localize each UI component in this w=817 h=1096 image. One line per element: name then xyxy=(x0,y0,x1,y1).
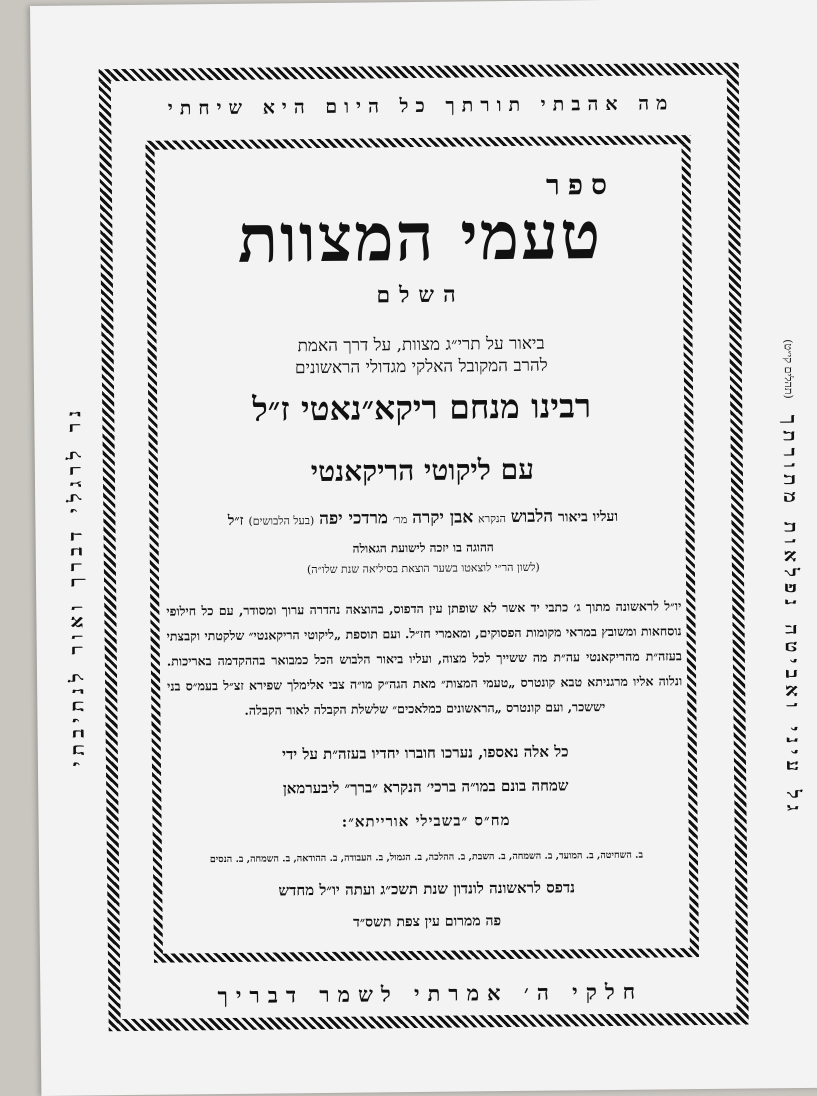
commentary-part-h: ז״ל xyxy=(227,512,244,529)
sefer-label: ספר xyxy=(545,167,616,202)
title-page xyxy=(30,0,817,1096)
book-description xyxy=(163,331,678,380)
right-side-verse-source: (תהלים קי״ט) xyxy=(782,339,796,399)
top-verse: מה אהבתי תורתך כל היום היא שיחתי xyxy=(167,91,675,120)
commentary-part-g: (בעל הלבושים) xyxy=(248,514,315,528)
description-paragraph: יו״ל לראשונה מתוך ג׳ כתבי יד אשר לא שופתן עין הדפוס, בהוצאה נהדרה ערוך ומסודר, עם כל חילופי נוסחאות ומשובץ במראי מקומות הפסוקים, ומאמרי חז״ל. ועם תוספת „ליקוטי הריקאנטי״ שלקטתי וקבצתי בעזה״ת מהריקאנטי עה״ת מה ששייך לכל מצוה, ועליו ביאור הלבוש הכל כמבואר בההקדמה באריכות. ונלוה אליו מרגניתא טבא קונטרס „טעמי המצות״ מאת הגה״ק מו״ה צבי אלימלך שפירא זצ״ל בעמ״ס בני יששכר, ועם קונטרס „הראשונים כמלאכים״ שלשלת הקבלה לאור הקבלה. xyxy=(166,598,683,718)
book-title: טעמי המצוות xyxy=(237,196,603,278)
commentary-part-e: מר׳ xyxy=(392,513,408,527)
right-side-verse-text: גל עיני ואביטה נפלאות מתורתך xyxy=(778,414,806,818)
collected-line: כל אלה נאספו, נערכו חוברו יחדיו בעזה״ת על ידי xyxy=(282,742,569,764)
gates-list: ב. השחיטה, ב. המועד, ב. השמחה, ב. השבת, ב. ההלכה, ב. הגמול, ב. העבודה, ב. ההודאה, ב. השמחה, ב. הנסים xyxy=(209,849,644,866)
lashon-source-line: (לשון הר״י לוצאטו בשער הוצאת בסיליאה שנת שלו״ה) xyxy=(306,560,540,577)
bottom-verse: חלקי ה׳ אמרתי לשמר דבריך xyxy=(217,978,644,1009)
commentary-part-c: הנקרא xyxy=(478,512,506,526)
description-line-2: להרב המקובל האלקי מגדולי הראשונים xyxy=(294,355,548,379)
compiler-books: מח״ס ״בשבילי אורייתא״: xyxy=(341,811,511,831)
commentary-part-a: ועליו ביאור xyxy=(557,508,619,526)
commentary-part-b: הלבוש xyxy=(510,506,554,527)
author-name: רבינו מנחם ריקא״נאטי ז״ל xyxy=(252,386,592,429)
commentary-part-d: אבן יקרה xyxy=(412,507,474,529)
geula-line: ההוגה בו יזכה לישועת הגאולה xyxy=(352,540,494,556)
print-place: פה ממרום עין צפת תשס״ד xyxy=(352,913,502,931)
book-subtitle: השלם xyxy=(376,281,465,309)
likutei-heading: עם ליקוטי הריקאנטי xyxy=(310,452,535,489)
print-history: נדפס לראשונה לונדון שנת תשכ״ג ועתה יו״ל מחדש xyxy=(278,878,576,900)
commentary-part-f: מרדכי יפה xyxy=(319,508,389,529)
right-side-verse xyxy=(767,228,814,928)
description-line-1: ביאור על תרי״ג מצוות, על דרך האמת xyxy=(297,333,545,357)
compiler-name: שמחה בונם במו״ה ברכי׳ הנקרא ״ברך״ ליבערמאן xyxy=(282,776,569,798)
left-side-verse: נר לרגלי דברך ואור לנתיבתי xyxy=(62,404,89,767)
